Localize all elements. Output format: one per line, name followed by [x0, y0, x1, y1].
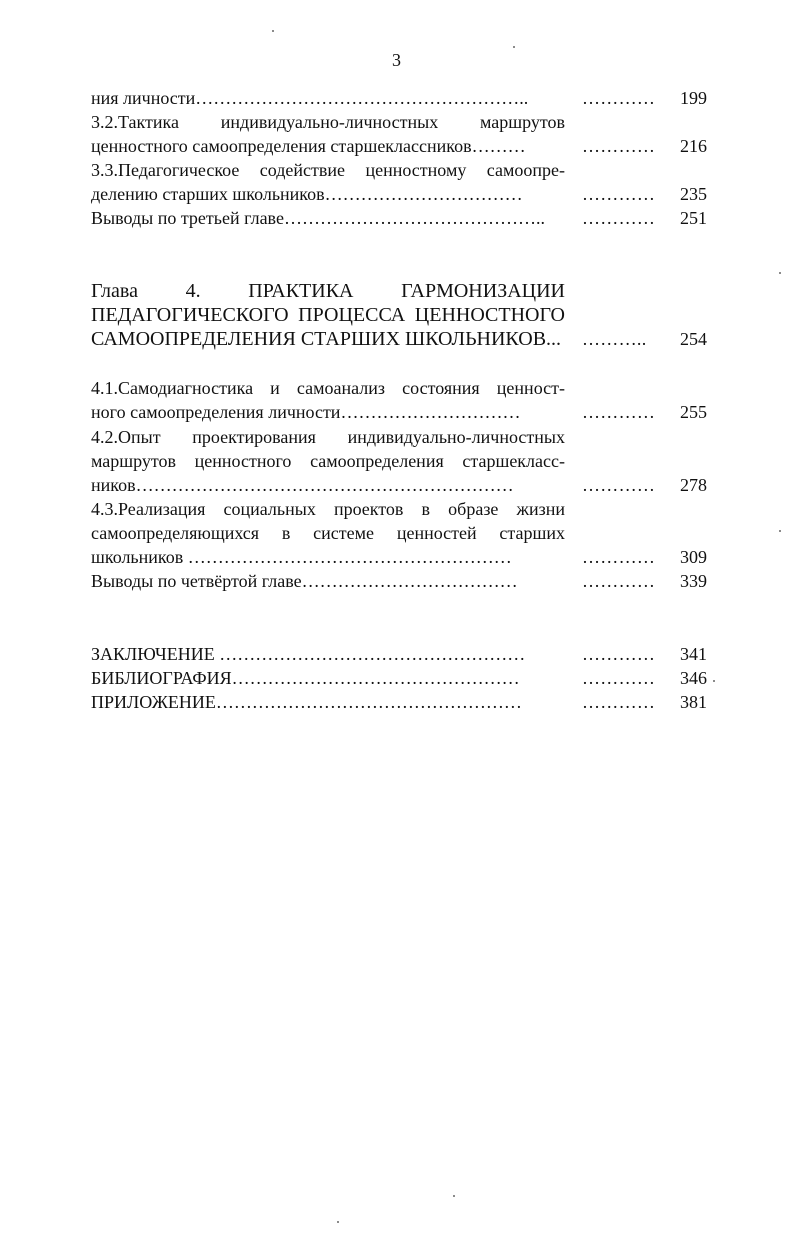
chapter-heading-line [91, 278, 707, 304]
toc-entry-line [91, 110, 707, 134]
toc-entry-line [91, 425, 707, 449]
dot-leader: ………… [582, 402, 656, 422]
toc-entry [91, 569, 707, 593]
toc-entry-text: 4.1.Самодиагностика и самоанализ состояния ценност- [91, 378, 565, 398]
toc-entry [91, 206, 707, 230]
toc-page-number: 251 [680, 208, 707, 228]
toc-entry [91, 134, 707, 158]
toc-page-number: 216 [680, 136, 707, 156]
toc-entry-text: ников……………………………………………………… [91, 475, 514, 495]
toc-entry-text: БИБЛИОГРАФИЯ………………………………………… [91, 668, 520, 688]
toc-page-number: 381 [680, 692, 707, 712]
toc-entry-text: ЗАКЛЮЧЕНИЕ …………………………………………… [91, 644, 526, 664]
toc-entry [91, 642, 707, 666]
scan-speck [779, 530, 781, 532]
toc-entry-text: ценностного самоопределения старшеклассников……… [91, 136, 526, 156]
chapter-heading-text: ПЕДАГОГИЧЕСКОГО ПРОЦЕССА ЦЕННОСТНОГО [91, 304, 565, 326]
toc-page-number: 199 [680, 88, 707, 108]
dot-leader: ………… [582, 136, 656, 156]
dot-leader: ………… [582, 668, 656, 688]
toc-entry-line [91, 449, 707, 473]
toc-page-number: 339 [680, 571, 707, 591]
dot-leader: ………… [582, 692, 656, 712]
toc-page-number: 255 [680, 402, 707, 422]
dot-leader: ………… [582, 644, 656, 664]
toc-entry-line [91, 521, 707, 545]
toc-entry-text: ного самоопределения личности………………………… [91, 402, 521, 422]
toc-entry [91, 86, 707, 110]
dot-leader: ………… [582, 184, 656, 204]
toc-page-number: 254 [680, 329, 707, 349]
toc-page-number: 278 [680, 475, 707, 495]
toc-page-number: 341 [680, 644, 707, 664]
scan-speck [713, 680, 715, 682]
toc-entry-text: ния личности……………………………………………….. [91, 88, 529, 108]
scan-speck [453, 1195, 455, 1197]
toc-entry-text: Выводы по третьей главе…………………………………….. [91, 208, 545, 228]
toc-entry-text: ПРИЛОЖЕНИЕ…………………………………………… [91, 692, 522, 712]
toc-entry-text: 3.3.Педагогическое содействие ценностному самоопре- [91, 160, 565, 180]
chapter-heading-text: САМООПРЕДЕЛЕНИЯ СТАРШИХ ШКОЛЬНИКОВ... [91, 328, 562, 350]
toc-entry [91, 182, 707, 206]
toc-entry-text: самоопределяющихся в системе ценностей старших [91, 523, 565, 543]
dot-leader: ………… [582, 571, 656, 591]
scan-speck [513, 46, 515, 48]
dot-leader: ……….. [582, 329, 647, 349]
toc-entry-text: маршрутов ценностного самоопределения старшекласс- [91, 451, 565, 471]
toc-entry [91, 400, 707, 424]
toc-entry-line [91, 497, 707, 521]
scan-speck [272, 30, 274, 32]
chapter-heading-line [91, 302, 707, 328]
toc-page-number: 235 [680, 184, 707, 204]
scan-speck [337, 1221, 339, 1223]
page-number: 3 [392, 50, 401, 70]
toc-entry-text: делению старших школьников…………………………… [91, 184, 523, 204]
dot-leader: ………… [582, 547, 656, 567]
toc-page-number: 309 [680, 547, 707, 567]
toc-entry-text: 4.2.Опыт проектирования индивидуально-личностных [91, 427, 565, 447]
toc-entry [91, 473, 707, 497]
toc-entry-line [91, 158, 707, 182]
dot-leader: ………… [582, 208, 656, 228]
toc-page-number: 346 [680, 668, 707, 688]
toc-entry [91, 690, 707, 714]
dot-leader: ………… [582, 88, 656, 108]
chapter-heading [91, 326, 707, 352]
toc-entry-line [91, 376, 707, 400]
toc-entry [91, 666, 707, 690]
toc-entry-text: школьников ……………………………………………… [91, 547, 512, 567]
toc-entry-text: 4.3.Реализация социальных проектов в образе жизни [91, 499, 565, 519]
toc-entry-text: Выводы по четвёртой главе……………………………… [91, 571, 518, 591]
toc-entry-text: 3.2.Тактика индивидуально-личностных маршрутов [91, 112, 565, 132]
toc-entry [91, 545, 707, 569]
scan-speck [779, 272, 781, 274]
dot-leader: ………… [582, 475, 656, 495]
chapter-heading-text: Глава 4. ПРАКТИКА ГАРМОНИЗАЦИИ [91, 280, 565, 302]
